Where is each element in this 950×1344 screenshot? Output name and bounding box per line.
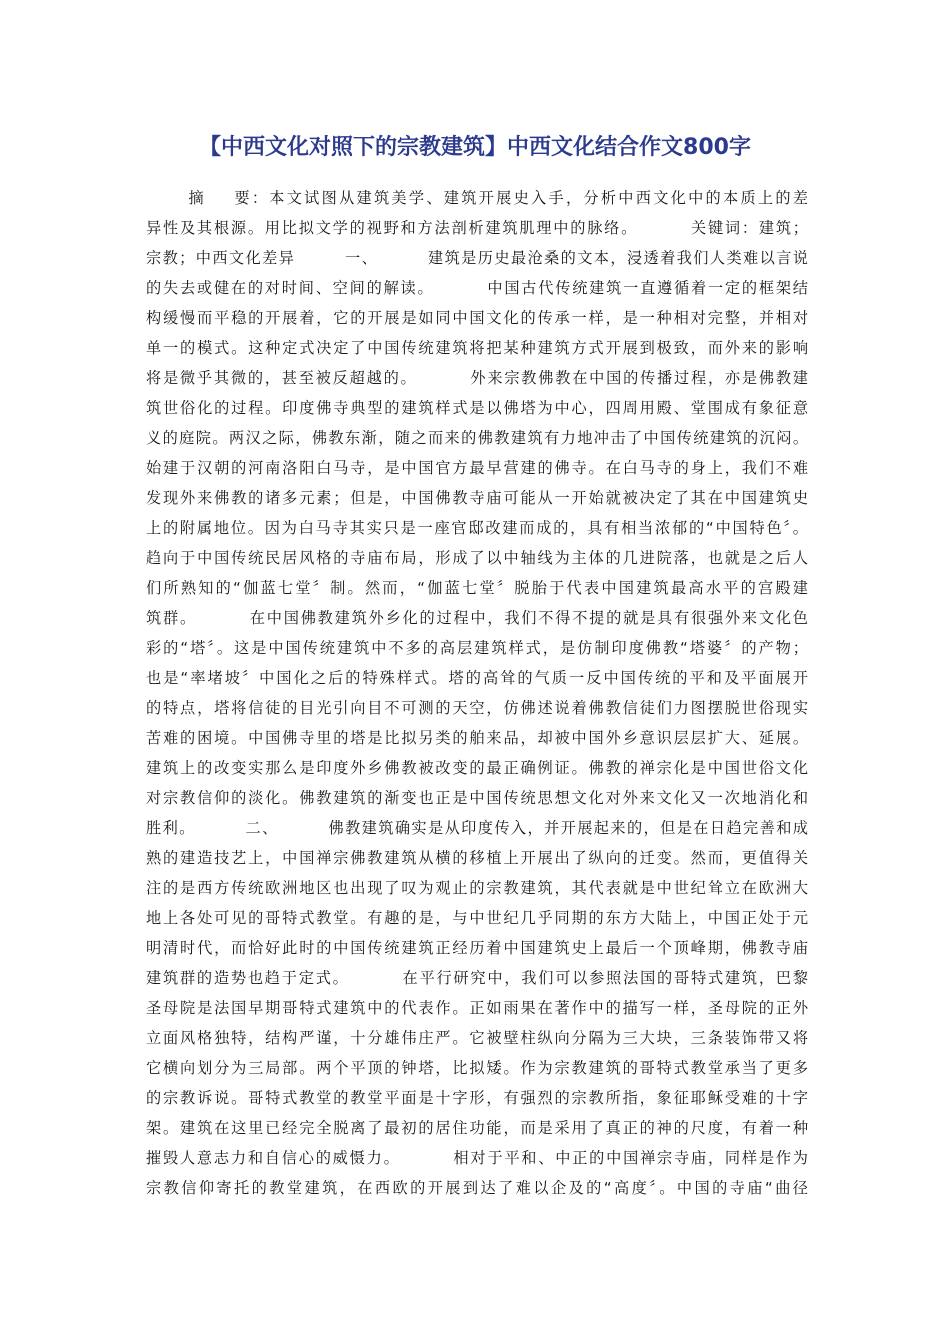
body-line: 始建于汉朝的河南洛阳白马寺，是中国官方最早营建的佛寺。在白马寺的身上，我们不难 [146, 459, 808, 477]
body-line: 架。建筑在这里已经完全脱离了最初的居住功能，而是采用了真正的神的尺度，有着一种 [146, 1119, 808, 1137]
body-line: 明清时代，而恰好此时的中国传统建筑正经历着中国建筑史上最后一个顶峰期，佛教寺庙 [146, 939, 808, 957]
body-line: 上的附属地位。因为白马寺其实只是一座官邸改建而成的，具有相当浓郁的“中国特色〞。 [146, 519, 808, 537]
body-line: 趋向于中国传统民居风格的寺庙布局，形成了以中轴线为主体的几进院落，也就是之后人 [146, 549, 808, 567]
body-line: 构缓慢而平稳的开展着，它的开展是如同中国文化的传承一样，是一种相对完整，并相对 [146, 309, 808, 327]
body-line: 对宗教信仰的淡化。佛教建筑的渐变也正是中国传统思想文化对外来文化又一次地消化和 [146, 789, 808, 807]
body-line: 的失去或健在的对时间、空间的解读。 中国古代传统建筑一直遵循着一定的框架结 [146, 279, 808, 297]
body-line: 建筑上的改变实那么是印度外乡佛教被改变的最正确例证。佛教的禅宗化是中国世俗文化 [146, 759, 808, 777]
body-line: 们所熟知的“伽蓝七堂〞制。然而，“伽蓝七堂〞脱胎于代表中国建筑最高水平的宫殿建 [146, 579, 808, 597]
body-line: 胜利。 二、 佛教建筑确实是从印度传入，并开展起来的，但是在日趋完善和成 [146, 819, 808, 837]
body-line: 它横向划分为三局部。两个平顶的钟塔，比拟矮。作为宗教建筑的哥特式教堂承当了更多 [146, 1059, 808, 1077]
body-line: 熟的建造技艺上，中国禅宗佛教建筑从横的移植上开展出了纵向的迁变。然而，更值得关 [146, 849, 808, 867]
body-line: 异性及其根源。用比拟文学的视野和方法剖析建筑肌理中的脉络。 关键词：建筑； [146, 219, 808, 237]
body-line: 发现外来佛教的诸多元素；但是，中国佛教寺庙可能从一开始就被决定了其在中国建筑史 [146, 489, 808, 507]
body-line: 摘 要：本文试图从建筑美学、建筑开展史入手，分析中西文化中的本质上的差 [146, 189, 808, 207]
body-line: 义的庭院。两汉之际，佛教东渐，随之而来的佛教建筑有力地冲击了中国传统建筑的沉闷。 [146, 429, 808, 447]
body-line: 彩的“塔〞。这是中国传统建筑中不多的高层建筑样式，是仿制印度佛教“塔婆〞的产物； [146, 639, 808, 657]
body-line: 摧毁人意志力和自信心的威慑力。 相对于平和、中正的中国禅宗寺庙，同样是作为 [146, 1149, 808, 1167]
body-line: 的宗教诉说。哥特式教堂的教堂平面是十字形，有强烈的宗教所指，象征耶稣受难的十字 [146, 1089, 808, 1107]
body-line: 注的是西方传统欧洲地区也出现了叹为观止的宗教建筑，其代表就是中世纪耸立在欧洲大 [146, 879, 808, 897]
document-body [146, 183, 808, 1203]
body-line: 单一的模式。这种定式决定了中国传统建筑将把某种建筑方式开展到极致，而外来的影响 [146, 339, 808, 357]
body-line: 的特点，塔将信徒的目光引向目不可测的天空，仿佛述说着佛教信徒们力图摆脱世俗现实 [146, 699, 808, 717]
body-line: 也是“率堵坡〞中国化之后的特殊样式。塔的高耸的气质一反中国传统的平和及平面展开 [146, 669, 808, 687]
body-line: 宗教；中西文化差异 一、 建筑是历史最沧桑的文本，浸透着我们人类难以言说 [146, 249, 808, 267]
body-line: 宗教信仰寄托的教堂建筑，在西欧的开展到达了难以企及的“高度〞。中国的寺庙“曲径 [146, 1179, 808, 1197]
body-line: 圣母院是法国早期哥特式建筑中的代表作。正如雨果在著作中的描写一样，圣母院的正外 [146, 999, 808, 1017]
body-line: 筑世俗化的过程。印度佛寺典型的建筑样式是以佛塔为中心，四周用殿、堂围成有象征意 [146, 399, 808, 417]
body-line: 苦难的困境。中国佛寺里的塔是比拟另类的舶来品，却被中国外乡意识层层扩大、延展。 [146, 729, 808, 747]
body-line: 建筑群的造势也趋于定式。 在平行研究中，我们可以参照法国的哥特式建筑，巴黎 [146, 969, 808, 987]
body-line: 地上各处可见的哥特式教堂。有趣的是，与中世纪几乎同期的东方大陆上，中国正处于元 [146, 909, 808, 927]
body-line: 筑群。 在中国佛教建筑外乡化的过程中，我们不得不提的就是具有很强外来文化色 [146, 609, 808, 627]
body-line: 将是微乎其微的，甚至被反超越的。 外来宗教佛教在中国的传播过程，亦是佛教建 [146, 369, 808, 387]
body-line: 立面风格独特，结构严谨，十分雄伟庄严。它被壁柱纵向分隔为三大块，三条装饰带又将 [146, 1029, 808, 1047]
document-title: 【中西文化对照下的宗教建筑】中西文化结合作文800字 [199, 135, 751, 160]
